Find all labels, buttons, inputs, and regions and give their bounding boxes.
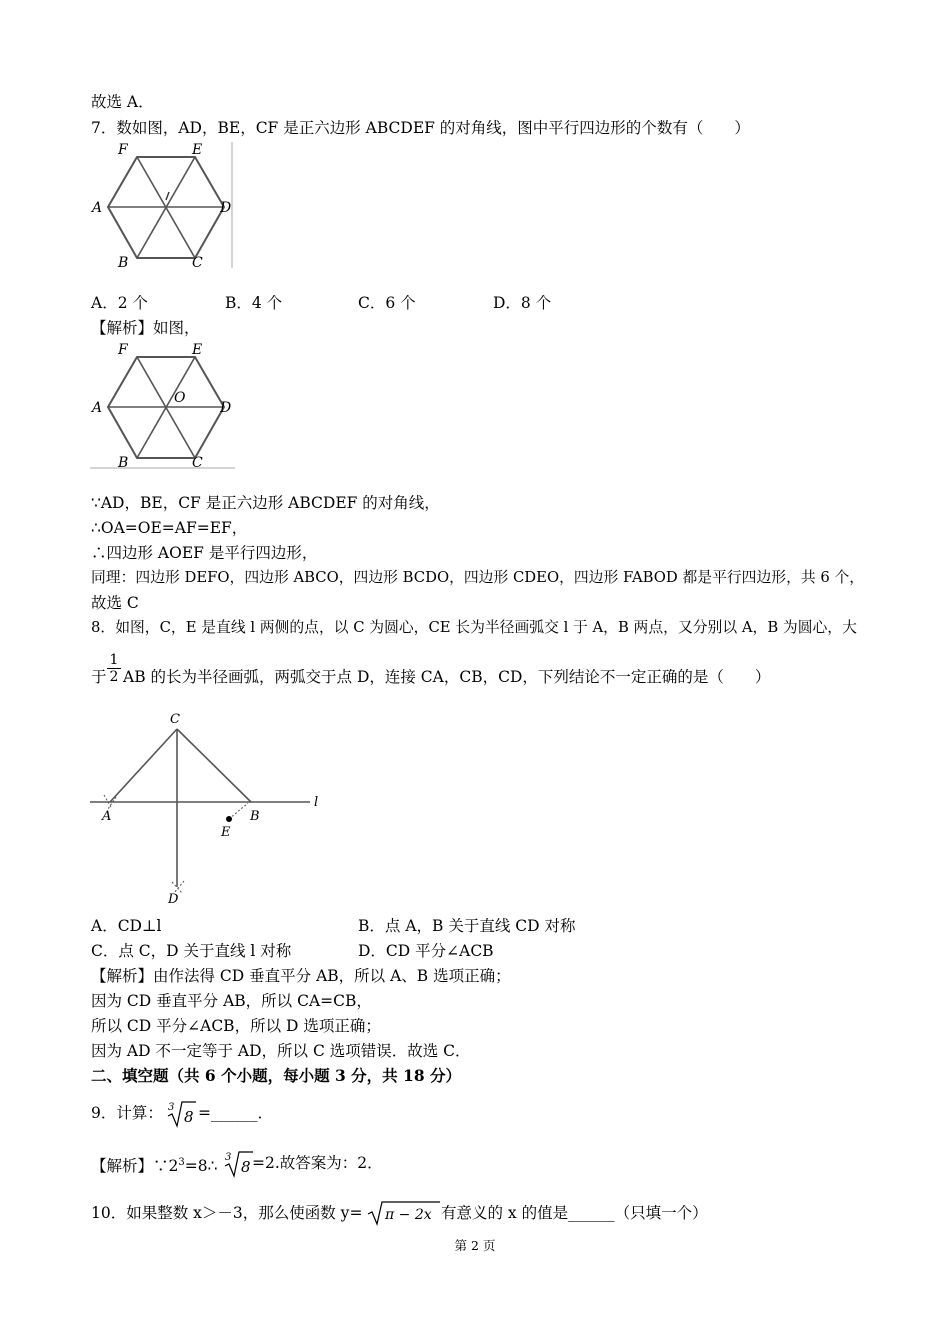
q7-option-a: A．2 个 [91, 294, 148, 312]
label-O: O [174, 390, 186, 406]
q7-option-c: C．6 个 [358, 294, 416, 312]
q8-option-d: D．CD 平分∠ACB [358, 942, 494, 960]
cube-root-8-solution [222, 1148, 254, 1182]
q9-solution-a: 【解析】∵2 [91, 1157, 179, 1176]
sqrt-expression [366, 1199, 442, 1231]
q7-solution-2: ∴OA=OE=AF=EF， [91, 519, 248, 537]
label-E: E [192, 342, 203, 358]
hexagon-figure-2 [88, 340, 238, 472]
question-7: 7．数如图，AD，BE，CF 是正六边形 ABCDEF 的对角线，图中平行四边形的个数有（ ） [91, 119, 750, 137]
question-8: 8．如图，C，E 是直线 l 两侧的点，以 C 为圆心，CE 长为半径画弧交 l 于 A，B 两点，又分别以 A，B 为圆心，大 [91, 619, 857, 636]
question-10-suffix: 有意义的 x 的值是______（只填一个） [441, 1204, 708, 1222]
q7-option-b: B．4 个 [225, 294, 283, 312]
label-A: A [92, 400, 103, 416]
question-9-prefix: 9．计算： [91, 1104, 163, 1122]
label-F: F [118, 142, 128, 158]
label-D: D [168, 892, 179, 907]
q9-solution-c: =2.故答案为：2． [252, 1154, 383, 1172]
root-radicand: 8 [241, 1158, 251, 1176]
cube-root-8 [165, 1098, 197, 1132]
q9-solution-b: =8∴ [184, 1157, 218, 1176]
root-index: 3 [168, 1102, 175, 1113]
label-A: A [102, 809, 112, 824]
q7-solution-3: ∴四边形 AOEF 是平行四边形， [91, 544, 318, 562]
construction-figure [88, 705, 328, 910]
fraction-one-half [107, 652, 121, 685]
label-B: B [118, 255, 129, 270]
label-B: B [250, 809, 260, 824]
q7-solution-4: 同理：四边形 DEFO，四边形 ABCO，四边形 BCDO，四边形 CDEO，四边形 FABOD 都是平行四边形，共 6 个， [91, 569, 865, 586]
q8-solution-4: 因为 AD 不一定等于 AD，所以 C 选项错误．故选 C． [91, 1042, 471, 1060]
fraction-numerator: 1 [109, 652, 119, 668]
label-B: B [118, 455, 129, 471]
q7-option-d: D．8 个 [493, 294, 552, 312]
sqrt-radicand: π − 2x [385, 1207, 432, 1223]
label-F: F [118, 342, 128, 358]
q7-solution-5: 故选 C [91, 594, 139, 612]
label-E: E [192, 142, 203, 158]
q8-line2: AB 的长为半径画弧，两弧交于点 D，连接 CA，CB，CD，下列结论不一定正确的是（ ） [123, 668, 771, 686]
q8-solution-3: 所以 CD 平分∠ACB，所以 D 选项正确； [91, 1017, 381, 1035]
q8-solution-2: 因为 CD 垂直平分 AB，所以 CA=CB， [91, 992, 372, 1010]
section-2-heading: 二、填空题（共 6 个小题，每小题 3 分，共 18 分） [91, 1066, 462, 1085]
label-A: A [92, 200, 103, 216]
q8-line2-prefix: 于 [91, 668, 107, 686]
q8-solution-1: 【解析】由作法得 CD 垂直平分 AB，所以 A、B 选项正确； [91, 967, 511, 985]
q7-solution-1: ∵AD，BE，CF 是正六边形 ABCDEF 的对角线， [91, 494, 440, 512]
label-D: D [220, 200, 232, 216]
label-l: l [314, 795, 319, 810]
label-E: E [221, 825, 231, 840]
label-D: D [220, 400, 232, 416]
q9-solution-sup: 3 [178, 1157, 185, 1168]
label-C: C [192, 255, 203, 270]
q8-option-b: B．点 A，B 关于直线 CD 对称 [358, 917, 576, 935]
question-10-prefix: 10．如果整数 x＞－3，那么使函数 y= [91, 1204, 363, 1222]
q7-solution-head: 【解析】如图， [91, 319, 200, 337]
page-number: 第 2 页 [454, 1238, 496, 1253]
label-C: C [170, 712, 180, 727]
q9-solution-prefix [91, 1153, 217, 1176]
q8-option-a: A．CD⊥l [91, 917, 162, 935]
q8-option-c: C．点 C，D 关于直线 l 对称 [91, 942, 292, 960]
text-line: 故选 A． [91, 93, 154, 111]
question-9-blank: =______． [198, 1104, 273, 1122]
root-index: 3 [225, 1152, 232, 1163]
root-radicand: 8 [184, 1108, 194, 1126]
label-C: C [192, 455, 203, 471]
fraction-denominator: 2 [107, 668, 121, 685]
hexagon-figure-1 [88, 140, 238, 270]
